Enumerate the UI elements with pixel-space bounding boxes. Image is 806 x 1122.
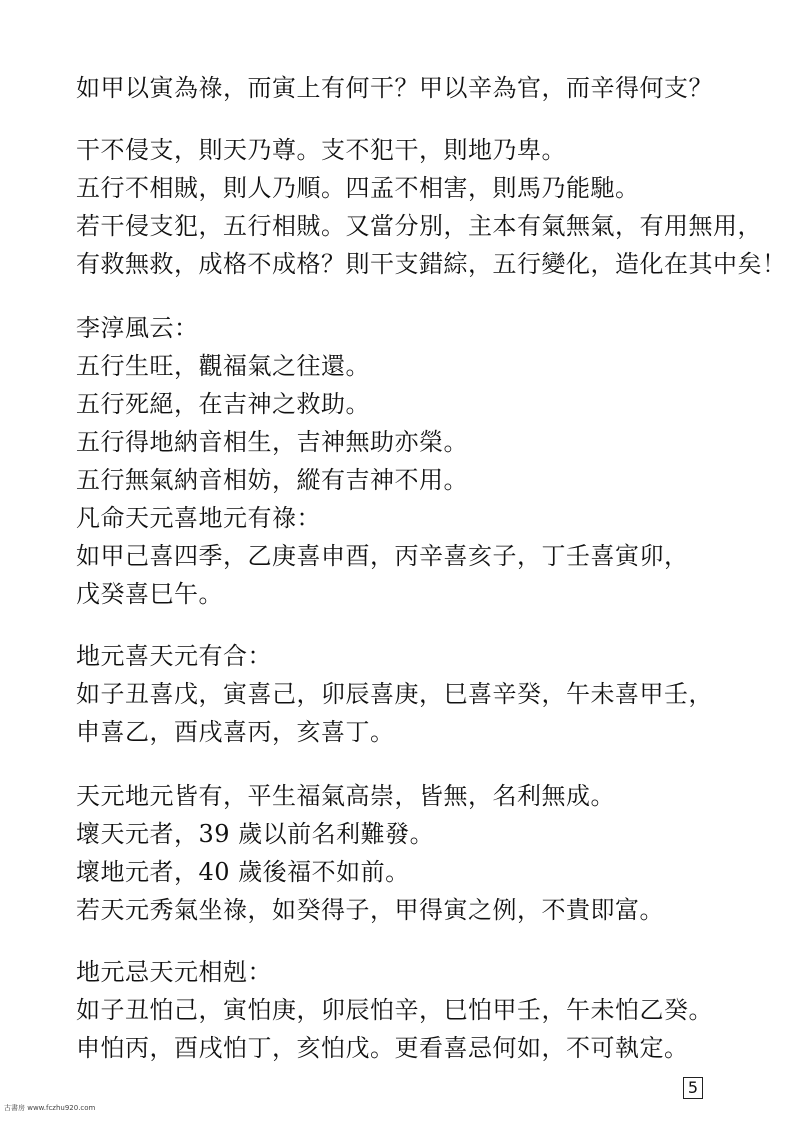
text-line: 壞天元者，39 歲以前名利難發。 <box>76 820 435 848</box>
text-line: 五行得地納音相生，吉神無助亦榮。 <box>76 428 468 456</box>
page-number: 5 <box>683 1077 703 1099</box>
watermark: 古書房 www.fczhu920.com <box>4 1104 96 1112</box>
text-line: 天元地元皆有，平生福氣高崇，皆無，名利無成。 <box>76 782 615 810</box>
text-line: 戊癸喜巳午。 <box>76 580 223 608</box>
text-line: 壞地元者，40 歲後福不如前。 <box>76 858 410 886</box>
text-line: 申怕丙，酉戌怕丁，亥怕戊。更看喜忌何如，不可執定。 <box>76 1034 689 1062</box>
text-line: 凡命天元喜地元有祿： <box>76 504 321 532</box>
text-line: 如甲以寅為祿，而寅上有何干？甲以辛為官，而辛得何支？ <box>76 74 713 102</box>
text-line: 若天元秀氣坐祿，如癸得子，甲得寅之例，不貴即富。 <box>76 896 664 924</box>
text-line: 五行不相賊，則人乃順。四孟不相害，則馬乃能馳。 <box>76 174 640 202</box>
text-line: 干不侵支，則天乃尊。支不犯干，則地乃卑。 <box>76 136 566 164</box>
text-line: 五行生旺，觀福氣之往還。 <box>76 352 370 380</box>
text-line: 申喜乙，酉戌喜丙，亥喜丁。 <box>76 718 395 746</box>
text-line: 若干侵支犯，五行相賊。又當分別，主本有氣無氣，有用無用， <box>76 212 762 240</box>
text-line: 五行死絕，在吉神之救助。 <box>76 390 370 418</box>
text-line: 五行無氣納音相妨，縱有吉神不用。 <box>76 466 468 494</box>
text-line: 如子丑喜戊，寅喜己，卯辰喜庚，巳喜辛癸，午未喜甲壬， <box>76 680 713 708</box>
text-line: 有救無救，成格不成格？則干支錯綜，五行變化，造化在其中矣！ <box>76 250 787 278</box>
text-line: 如子丑怕己，寅怕庚，卯辰怕辛，巳怕甲壬，午未怕乙癸。 <box>76 996 713 1024</box>
text-line: 李淳風云： <box>76 314 199 342</box>
text-line: 如甲己喜四季，乙庚喜申酉，丙辛喜亥子，丁壬喜寅卯， <box>76 542 689 570</box>
text-line: 地元忌天元相剋： <box>76 958 272 986</box>
text-line: 地元喜天元有合： <box>76 642 272 670</box>
